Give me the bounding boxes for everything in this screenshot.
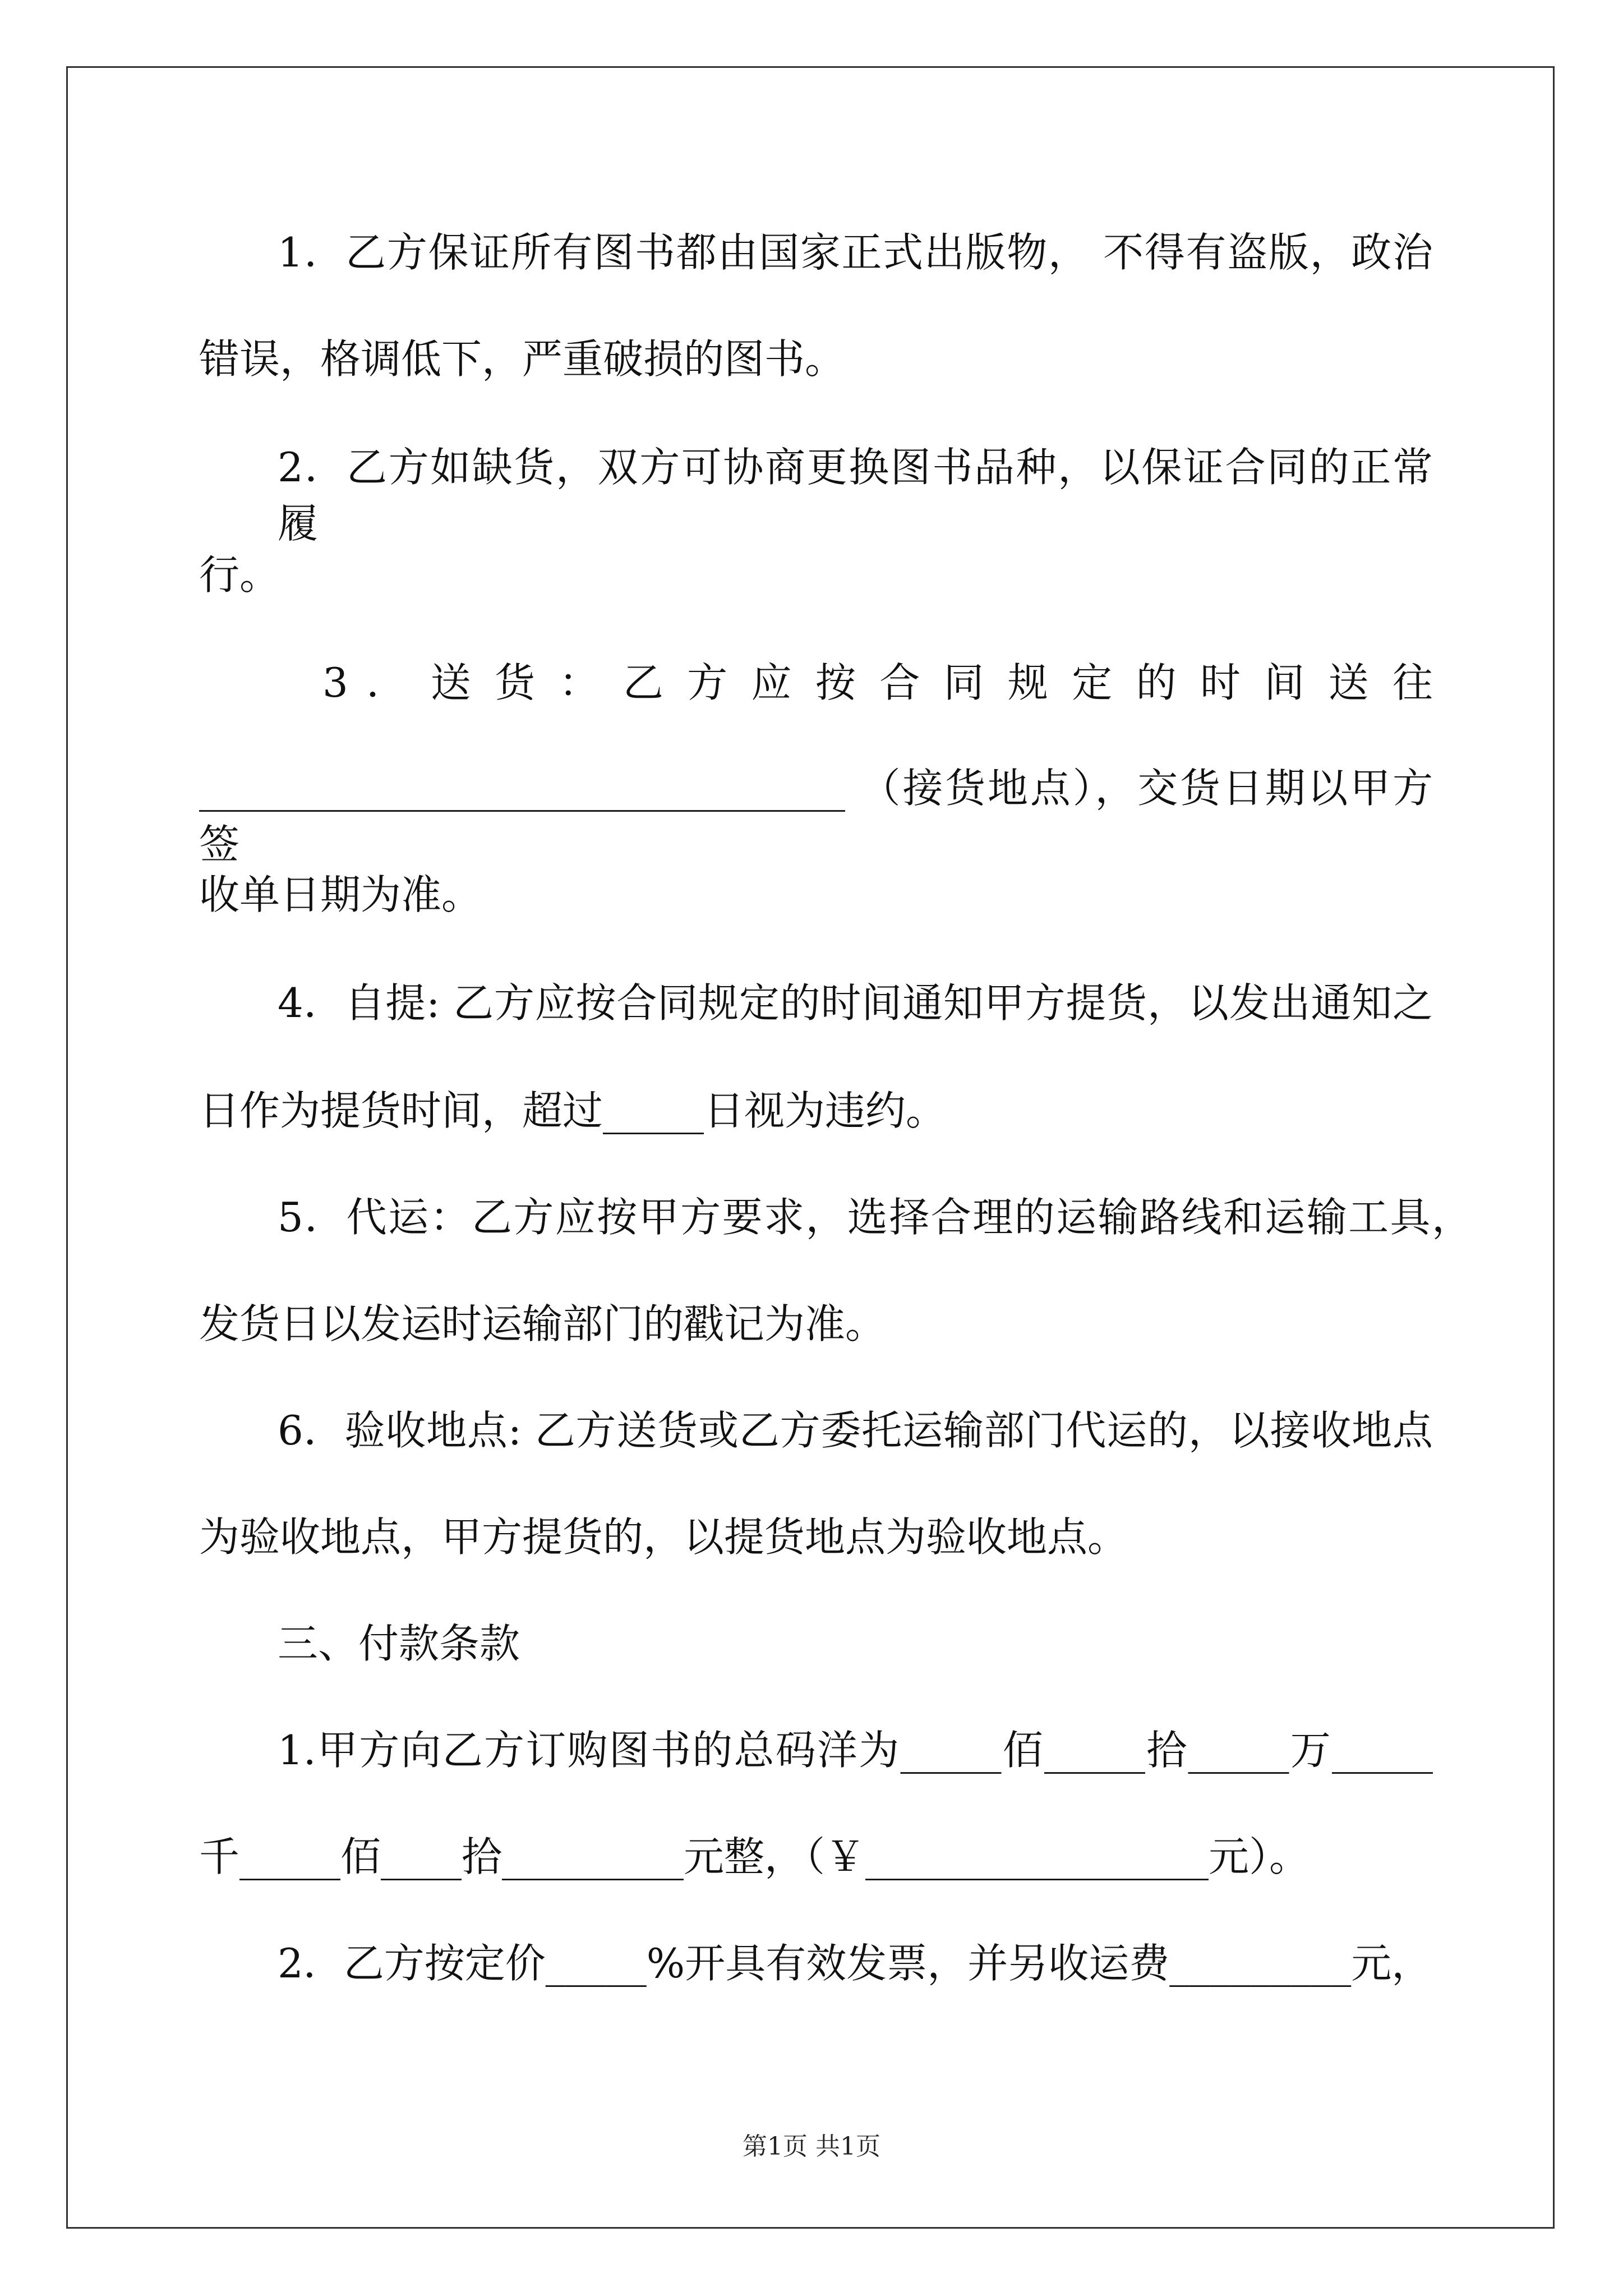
- paragraph-line: ________________________________ （接货地点），交货日期以甲方签: [199, 765, 1433, 868]
- paragraph-line: 1.甲方向乙方订购图书的总码洋为_____佰_____拾_____万_____: [278, 1727, 1433, 1774]
- paragraph-line: 发货日以发运时运输部门的戳记为准。: [199, 1300, 886, 1347]
- paragraph-line: 日作为提货时间，超过_____日视为违约。: [199, 1087, 947, 1134]
- paragraph-line: 6．验收地点: 乙方送货或乙方委托运输部门代运的，以接收地点: [278, 1407, 1433, 1454]
- page-border: [66, 66, 1555, 2229]
- paragraph-line: 3 ． 送 货 ： 乙 方 应 按 合 同 规 定 的 时 间 送 往: [322, 659, 1433, 706]
- section-heading: 三、付款条款: [278, 1620, 520, 1667]
- paragraph-line: 1．乙方保证所有图书都由国家正式出版物， 不得有盗版，政治: [278, 229, 1433, 276]
- paragraph-line: 收单日期为准。: [199, 871, 482, 918]
- paragraph-line: 为验收地点，甲方提货的，以提货地点为验收地点。: [199, 1513, 1128, 1561]
- paragraph-line: 4．自提: 乙方应按合同规定的时间通知甲方提货，以发出通知之: [278, 979, 1433, 1027]
- paragraph-line: 行。: [199, 551, 280, 599]
- paragraph-line: 错误，格调低下，严重破损的图书。: [199, 335, 846, 383]
- paragraph-line: 千_____佰____拾_________元整，（￥_________________元）。: [199, 1833, 1310, 1880]
- paragraph-line: 2．乙方如缺货，双方可协商更换图书品种，以保证合同的正常履: [278, 444, 1433, 547]
- page-footer: 第1页 共1页: [743, 2132, 880, 2161]
- paragraph-line: 5．代运：乙方应按甲方要求，选择合理的运输路线和运输工具，: [278, 1194, 1472, 1241]
- paragraph-line: 2．乙方按定价_____%开具有效发票，并另收运费_________元，: [278, 1940, 1432, 1987]
